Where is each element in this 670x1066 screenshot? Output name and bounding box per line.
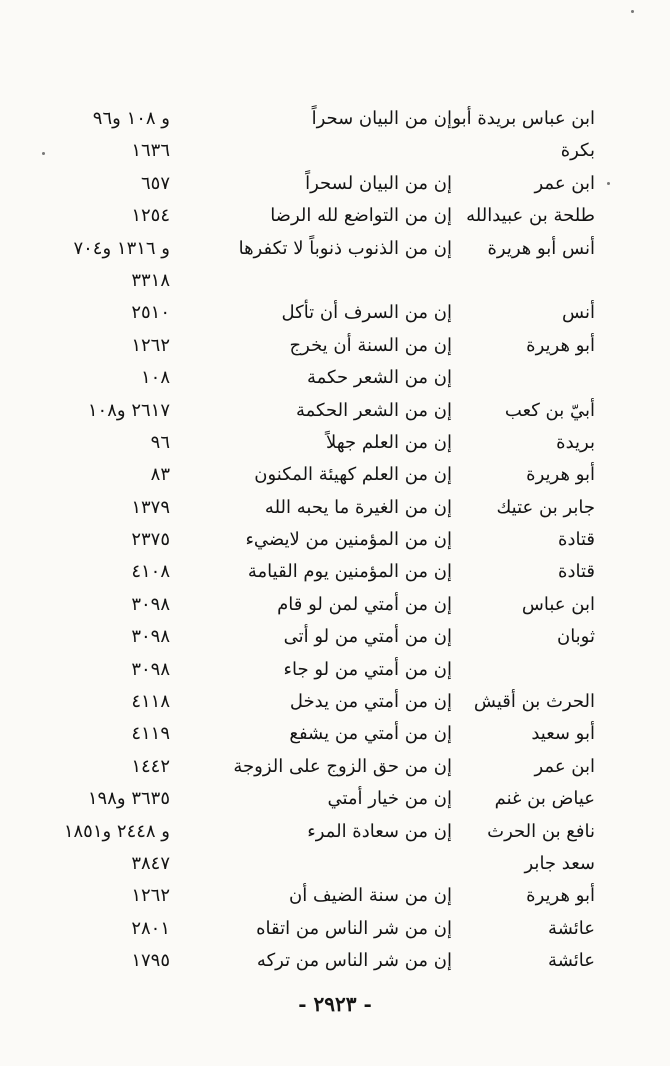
reference-numbers: ٢٦١٧ و١٠٨ — [87, 399, 170, 421]
hadith-incipit: إن من التواضع لله الرضا — [270, 205, 452, 227]
reference-numbers: و ١٣١٦ و٧٠٤ — [73, 237, 170, 259]
narrator-name: أنس أبو هريرة — [487, 237, 595, 259]
hadith-incipit: إن من الشعر حكمة — [306, 367, 452, 389]
index-row — [0, 104, 670, 136]
index-row — [0, 525, 670, 557]
index-row — [0, 136, 670, 168]
index-row — [0, 298, 670, 330]
index-row — [0, 849, 670, 881]
hadith-incipit: إن من المؤمنين يوم القيامة — [247, 561, 452, 583]
index-row — [0, 752, 670, 784]
index-row — [0, 396, 670, 428]
hadith-incipit: إن من سعادة المرء — [307, 820, 452, 842]
index-row — [0, 655, 670, 687]
hadith-incipit: إن من السرف أن تأكل — [281, 302, 452, 324]
narrator-name: أبو سعيد — [531, 723, 595, 745]
hadith-incipit: إن من الغيرة ما يحبه الله — [264, 496, 452, 518]
narrator-name: أبيّ بن كعب — [504, 399, 595, 421]
hadith-incipit: إن من سنة الضيف أن — [289, 885, 452, 907]
narrator-name: قتادة — [558, 561, 595, 583]
narrator-name: أبو هريرة — [526, 885, 595, 907]
hadith-incipit: إن من أمتي من يدخل — [289, 691, 452, 713]
index-row — [0, 622, 670, 654]
reference-numbers: ٣٣١٨ — [131, 269, 170, 291]
index-row — [0, 201, 670, 233]
print-speck — [607, 182, 610, 185]
reference-numbers: ٤١٠٨ — [131, 561, 170, 583]
index-row — [0, 234, 670, 266]
page-number: - ٢٩٢٣ - — [298, 992, 372, 1016]
hadith-incipit: إن من شر الناس من تركه — [256, 950, 452, 972]
reference-numbers: ٣٨٤٧ — [131, 852, 170, 874]
narrator-name: أبو هريرة — [526, 334, 595, 356]
reference-numbers: ٦٥٧ — [140, 172, 170, 194]
narrator-name: عائشة — [548, 950, 595, 972]
hadith-incipit: إن من العلم كهيئة المكنون — [254, 464, 452, 486]
narrator-name: ثوبان — [556, 626, 595, 648]
reference-numbers: ٢٨٠١ — [131, 917, 170, 939]
reference-numbers: ٣٠٩٨ — [131, 658, 170, 680]
index-row — [0, 817, 670, 849]
hadith-incipit: إن من أمتي من لو أتى — [283, 626, 452, 648]
reference-numbers: ٣٦٣٥ و١٩٨ — [87, 788, 170, 810]
hadith-incipit: إن من البيان لسحراً — [305, 172, 452, 194]
reference-numbers: ١٤٤٢ — [131, 755, 170, 777]
index-row — [0, 460, 670, 492]
narrator-name: قتادة — [558, 529, 595, 551]
hadith-incipit: إن من شر الناس من اتقاه — [256, 917, 452, 939]
hadith-incipit: إن من العلم جهلاً — [326, 431, 452, 453]
reference-numbers: ٤١١٨ — [131, 691, 170, 713]
hadith-incipit: إن من أمتي من يشفع — [289, 723, 452, 745]
narrator-name: بريدة — [556, 431, 595, 453]
hadith-incipit: إن من الذنوب ذنوباً لا تكفرها — [238, 237, 452, 259]
narrator-name: طلحة بن عبيدالله — [466, 205, 595, 227]
reference-numbers: و ١٠٨ و٩٦ — [92, 108, 170, 129]
hadith-incipit: إن من أمتي لمن لو قام — [277, 593, 452, 615]
reference-numbers: ٢٣٧٥ — [131, 529, 170, 551]
hadith-incipit: إن من الشعر الحكمة — [296, 399, 452, 421]
narrator-name: عياض بن غنم — [494, 788, 595, 810]
reference-numbers: ١٧٩٥ — [131, 950, 170, 972]
reference-numbers: ٢٥١٠ — [131, 302, 170, 324]
narrator-name: نافع بن الحرث — [487, 820, 595, 842]
narrator-name: ابن عمر — [534, 172, 595, 194]
reference-numbers: ١٢٦٢ — [131, 885, 170, 907]
reference-numbers: ١٣٧٩ — [131, 496, 170, 518]
reference-numbers: ٣٠٩٨ — [131, 626, 170, 648]
reference-numbers: ١٠٨ — [140, 367, 170, 389]
hadith-incipit: إن من أمتي من لو جاء — [283, 658, 452, 680]
narrator-name: أبو هريرة — [526, 464, 595, 486]
index-row — [0, 946, 670, 978]
reference-numbers: ١٢٥٤ — [131, 205, 170, 227]
index-row — [0, 881, 670, 913]
reference-numbers: ١٢٦٢ — [131, 334, 170, 356]
reference-numbers: ٣٠٩٨ — [131, 593, 170, 615]
hadith-incipit: إن من المؤمنين من لايضيء — [245, 529, 452, 551]
index-row — [0, 331, 670, 363]
index-row — [0, 363, 670, 395]
hadith-incipit: إن من البيان سحراً — [311, 108, 452, 129]
narrator-name: سعد جابر — [524, 852, 595, 874]
reference-numbers: ٨٣ — [150, 464, 170, 486]
index-row — [0, 557, 670, 589]
reference-numbers: ٩٦ — [150, 431, 170, 453]
narrator-name: جابر بن عتيك — [496, 496, 595, 518]
narrator-name: ابن عمر — [534, 755, 595, 777]
hadith-incipit: إن من حق الزوج على الزوجة — [233, 755, 452, 777]
narrator-name: الحرث بن أقيش — [473, 691, 595, 713]
index-row — [0, 784, 670, 816]
hadith-incipit: إن من السنة أن يخرج — [289, 334, 452, 356]
reference-numbers: ١٦٣٦ — [131, 140, 170, 162]
index-row — [0, 719, 670, 751]
narrator-name: بكرة — [560, 140, 595, 162]
print-speck — [631, 10, 634, 13]
hadith-index-list — [0, 104, 670, 979]
index-row — [0, 590, 670, 622]
index-row — [0, 493, 670, 525]
reference-numbers: و ٢٤٤٨ و١٨٥١ — [63, 820, 170, 842]
narrator-name: أنس — [562, 302, 595, 324]
index-row — [0, 169, 670, 201]
index-row — [0, 914, 670, 946]
hadith-incipit: إن من خيار أمتي — [327, 788, 452, 810]
narrator-name: ابن عباس بريدة أبو — [452, 108, 595, 129]
index-row — [0, 428, 670, 460]
reference-numbers: ٤١١٩ — [131, 723, 170, 745]
print-speck — [42, 152, 45, 155]
narrator-name: عائشة — [548, 917, 595, 939]
index-row — [0, 687, 670, 719]
narrator-name: ابن عباس — [521, 593, 595, 615]
index-row — [0, 266, 670, 298]
